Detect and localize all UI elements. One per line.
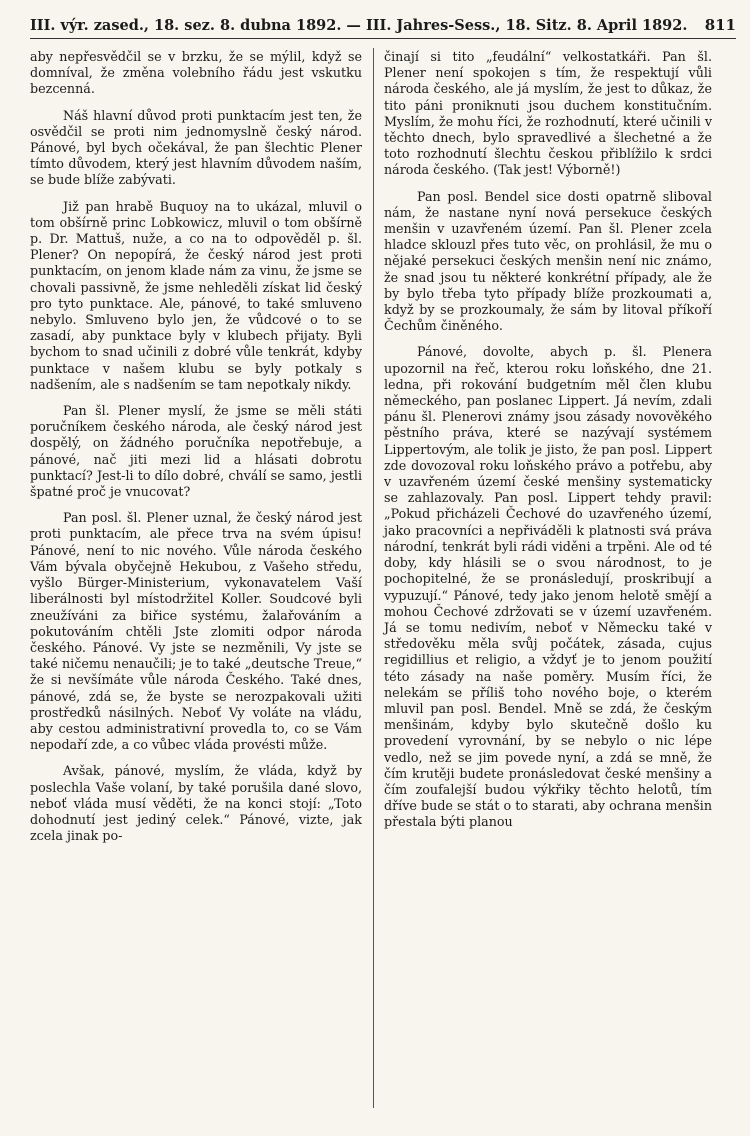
left-column — [30, 49, 362, 849]
paragraph: Již pan hrabě Buquoy na to ukázal, mluvil o tom obšírně princ Lobkowicz, mluvil o tom obšírně p. Dr. Mattuš, nuže, a co na to odpověděl p. šl. Plener? On nepopírá, že český národ jest proti punktacím, on jenom klade nám za vinu, že jsme se chovali passivně, že jsme nehleděli získat lid český pro tyto punktace. Ale, pánové, to také smluveno nebylo. Smluveno bylo jen, že vůdcové o to se zasadí, aby punktace byly v klubech přijaty. Byli bychom to snad učinili z dobré vůle tenkrát, kdyby punktace v našem klubu se byly potkaly s nadšením, ale s nadšením se tam nepotkaly nikdy. — [30, 198, 362, 392]
column-divider — [373, 48, 374, 1108]
right-column — [384, 49, 712, 836]
header-session-info: III. výr. zased., 18. sez. 8. dubna 1892. — III. Jahres-Sess., 18. Sitz. 8. April 1892. — [30, 16, 688, 34]
paragraph: aby nepřesvědčil se v brzku, že se mýlil, když se domníval, že změna volebního řádu jest vskutku bezcenná. — [30, 49, 362, 97]
page-header — [30, 12, 736, 39]
paragraph: Avšak, pánové, myslím, že vláda, když by poslechla Vaše volaní, by také porušila dané slovo, neboť vláda musí věděti, že na konci stojí: „Toto dohodnutí jest jediný celek.“ Pánové, vizte, jak zcela jinak po- — [30, 763, 362, 844]
paragraph: Pan šl. Plener myslí, že jsme se měli státi poručníkem českého národa, ale český národ jest dospělý, on žádného poručníka nepotřebuje, a pánové, nač jiti mezi lid a hlásati dobrotu punktací? Jest-li to dílo dobré, chválí se samo, jestli špatné proč je vnucovat? — [30, 403, 362, 500]
page-number: 811 — [704, 16, 736, 34]
paragraph: Pan posl. šl. Plener uznal, že český národ jest proti punktacím, ale přece trva na svém úpisu! Pánové, není to nic nového. Vůle národa českého Vám bývala obyčejně Hekubou, z Vašeho středu, vyšlo Bürger-Ministerium, vykonavatelem Vaší liberálnosti byl místodržitel Koller. Soudcové byli zneužíváni za biřice systému, žalařováním a pokutováním chtěli Jste zlomiti odpor národa českého. Pánové. Vy jste se nezměnili, Vy jste se také ničemu nenaučili; je to také „deutsche Treue,“ že si nevšímáte vůle národa Českého. Také dnes, pánové, zdá se, že byste se nerozpakovali užiti prostředků násilných. Neboť Vy voláte na vládu, aby cestou administrativní provedla to, co se Vám nepodaří zde, a co vůbec vláda provésti může. — [30, 510, 362, 753]
paragraph: Pánové, dovolte, abych p. šl. Plenera upozornil na řeč, kterou roku loňského, dne 21. ledna, při rokování budgetním měl člen klubu německého, pan poslanec Lippert. Já nevím, zdali pánu šl. Plenerovi známy jsou zásady novověkého pěstního práva, které se nazývají systémem Lippertovým, ale tolik je jisto, že pan posl. Lippert zde dovozoval roku loňského právo a potřebu, aby v uzavřeném území české menšiny systematicky se zahlazovaly. Pan posl. Lippert tehdy pravil: „Pokud přicházeli Čechové do uzavřeného území, jako pracovníci a nepřiváděli k platnosti svá práva národní, tenkrát byli rádi viděni a trpěni. Ale od té doby, kdy hlásili se o svou národnost, to je pochopitelné, že se pronásledují, proskribují a vypuzují.“ Pánové, tedy jako jenom helotě smějí a mohou Čechové zdržovati se v území uzavřeném. Já se tomu nedivím, neboť v Německu také v středověku měla svůj počátek, zásada, cujus regidillius et religio, a vždyť je to jenom použití této zásady na naše poměry. Musím říci, že nelekám se příliš toho nového boje, o kterém mluvil pan posl. Bendel. Mně se zdá, že českým menšinám, kdyby bylo skutečně došlo ku provedení vyrovnání, by se nebylo o nic lépe vedlo, než se jim povede nyní, a zdá se mně, že čím krutěji budete pronásledovat české menšiny a čím zoufalejší budou výkřiky těchto helotů, tím dříve bude se stát o to starati, aby ochrana menšin přestala býti planou — [384, 344, 712, 830]
paragraph: činají si tito „feudální“ velkostatkáři. Pan šl. Plener není spokojen s tím, že respektují vůli národa českého, ale já myslím, že jest to důkaz, že tito páni proniknuti jsou duchem konstitučním. Myslím, že mohu říci, že rozhodnutí, které učinili v těchto dnech, bylo spravedlivé a šlechetné a že toto rozhodnutí šlechtu českou přiblížilo k srdci národa českého. (Tak jest! Výborně!) — [384, 49, 712, 178]
paragraph: Náš hlavní důvod proti punktacím jest ten, že osvědčil se proti nim jednomyslně český národ. Pánové, byl bych očekával, že pan šlechtic Plener tímto důvodem, který jest hlavním důvodem naším, se bude blíže zabývati. — [30, 107, 362, 188]
paragraph: Pan posl. Bendel sice dosti opatrně sliboval nám, že nastane nyní nová persekuce českých menšin v uzavřeném území. Pan šl. Plener zcela hladce sklouzl přes tuto věc, on prohlásil, že mu o nějaké persekuci českých menšin není nic známo, že snad jsou tu některé konkrétní případy, ale že by bylo třeba tyto případy blíže prozkoumati a, když by se prozkoumaly, že sám by litoval příkoří Čechům činěného. — [384, 188, 712, 334]
